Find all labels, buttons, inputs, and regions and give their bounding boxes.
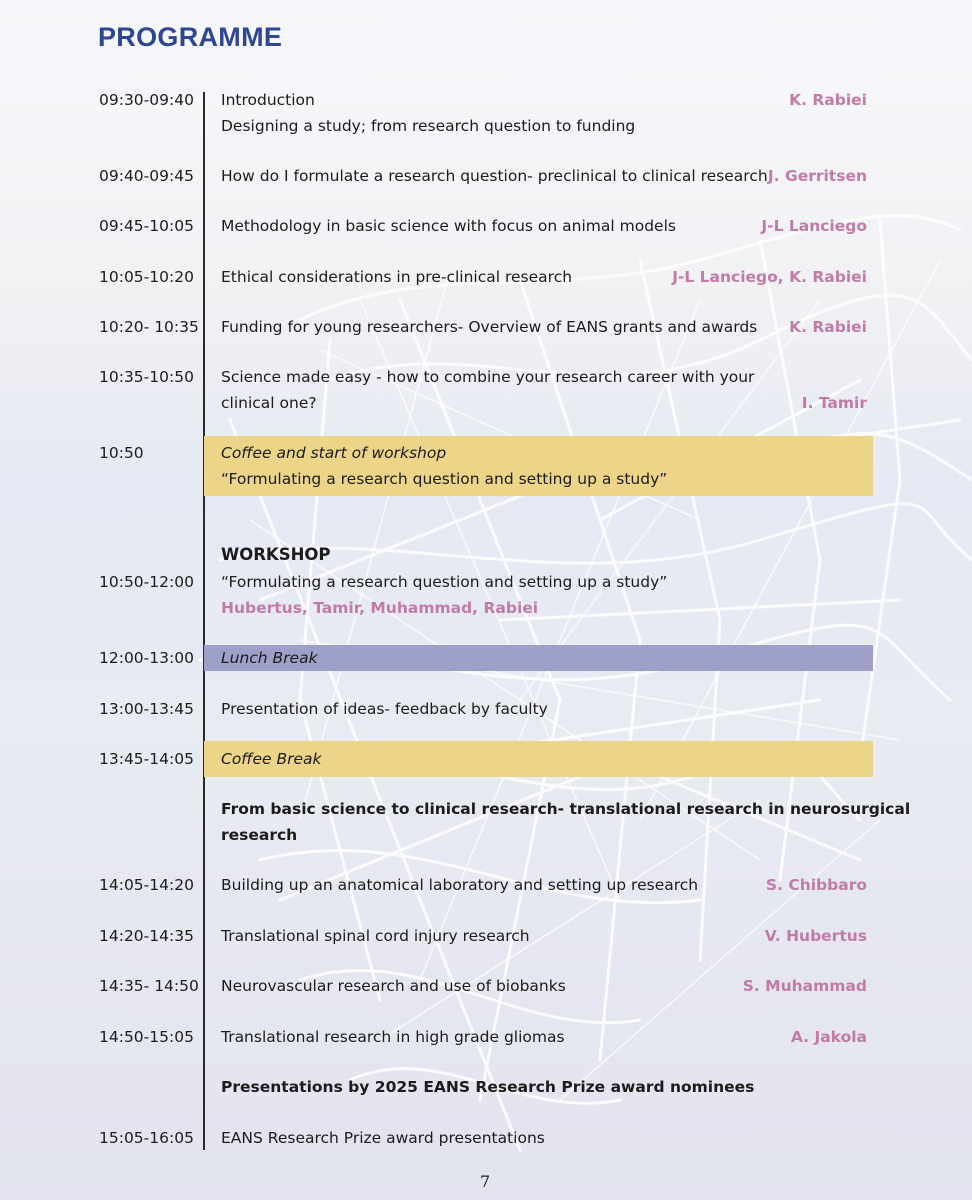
session-time: 14:20-14:35 bbox=[99, 927, 194, 945]
session-speaker: S. Chibbaro bbox=[765, 876, 867, 894]
section-heading: From basic science to clinical research- translational research in neurosurgical bbox=[221, 800, 911, 818]
session-time: 09:40-09:45 bbox=[99, 167, 194, 185]
session-title: Translational spinal cord injury research bbox=[221, 927, 530, 945]
session-speaker: I. Tamir bbox=[801, 394, 867, 412]
session-title: Methodology in basic science with focus on animal models bbox=[221, 217, 676, 235]
session-title: Building up an anatomical laboratory and setting up research bbox=[221, 876, 699, 894]
session-subtitle: “Formulating a research question and setting up a study” bbox=[221, 470, 668, 488]
session-time: 10:50 bbox=[99, 444, 144, 462]
session-time: 12:00-13:00 bbox=[99, 649, 194, 667]
session-speaker: K. Rabiei bbox=[789, 91, 867, 109]
session-speaker: V. Hubertus bbox=[764, 927, 867, 945]
session-speaker: J-L Lanciego, K. Rabiei bbox=[672, 268, 867, 286]
session-time: 10:20- 10:35 bbox=[99, 318, 199, 336]
section-heading-line2: research bbox=[221, 826, 298, 844]
session-title-line2: clinical one? bbox=[221, 394, 317, 412]
session-title: Presentation of ideas- feedback by faculty bbox=[221, 700, 548, 718]
session-speaker: S. Muhammad bbox=[742, 977, 867, 995]
workshop-speakers: Hubertus, Tamir, Muhammad, Rabiei bbox=[221, 599, 539, 617]
session-time: 13:00-13:45 bbox=[99, 700, 194, 718]
session-time: 14:35- 14:50 bbox=[99, 977, 199, 995]
session-title: Neurovascular research and use of biobanks bbox=[221, 977, 566, 995]
session-title: Coffee Break bbox=[221, 750, 322, 768]
session-title: Translational research in high grade gliomas bbox=[221, 1028, 565, 1046]
session-title: Science made easy - how to combine your research career with your bbox=[221, 368, 755, 386]
session-title: Ethical considerations in pre-clinical research bbox=[221, 268, 573, 286]
session-title: Coffee and start of workshop bbox=[221, 444, 447, 462]
page-number: 7 bbox=[480, 1172, 491, 1191]
session-speaker: K. Rabiei bbox=[789, 318, 867, 336]
session-time: 10:05-10:20 bbox=[99, 268, 194, 286]
session-title: Lunch Break bbox=[221, 649, 318, 667]
session-time: 13:45-14:05 bbox=[99, 750, 194, 768]
session-title: How do I formulate a research question- preclinical to clinical research bbox=[221, 167, 768, 185]
prize-heading: Presentations by 2025 EANS Research Prize award nominees bbox=[221, 1078, 755, 1096]
workshop-heading: WORKSHOP bbox=[221, 545, 331, 564]
session-speaker: A. Jakola bbox=[790, 1028, 867, 1046]
session-speaker: J-L Lanciego bbox=[761, 217, 867, 235]
timeline-divider bbox=[203, 92, 205, 1150]
session-speaker: J. Gerritsen bbox=[767, 167, 867, 185]
session-title: Funding for young researchers- Overview of EANS grants and awards bbox=[221, 318, 758, 336]
session-title: “Formulating a research question and setting up a study” bbox=[221, 573, 668, 591]
session-time: 09:45-10:05 bbox=[99, 217, 194, 235]
session-title: Introduction bbox=[221, 91, 315, 109]
session-time: 14:05-14:20 bbox=[99, 876, 194, 894]
session-time: 09:30-09:40 bbox=[99, 91, 194, 109]
session-time: 10:35-10:50 bbox=[99, 368, 194, 386]
page-title: PROGRAMME bbox=[98, 22, 283, 52]
session-time: 15:05-16:05 bbox=[99, 1129, 194, 1147]
session-subtitle: Designing a study; from research question to funding bbox=[221, 117, 636, 135]
session-time: 14:50-15:05 bbox=[99, 1028, 194, 1046]
session-title: EANS Research Prize award presentations bbox=[221, 1129, 545, 1147]
session-time: 10:50-12:00 bbox=[99, 573, 194, 591]
